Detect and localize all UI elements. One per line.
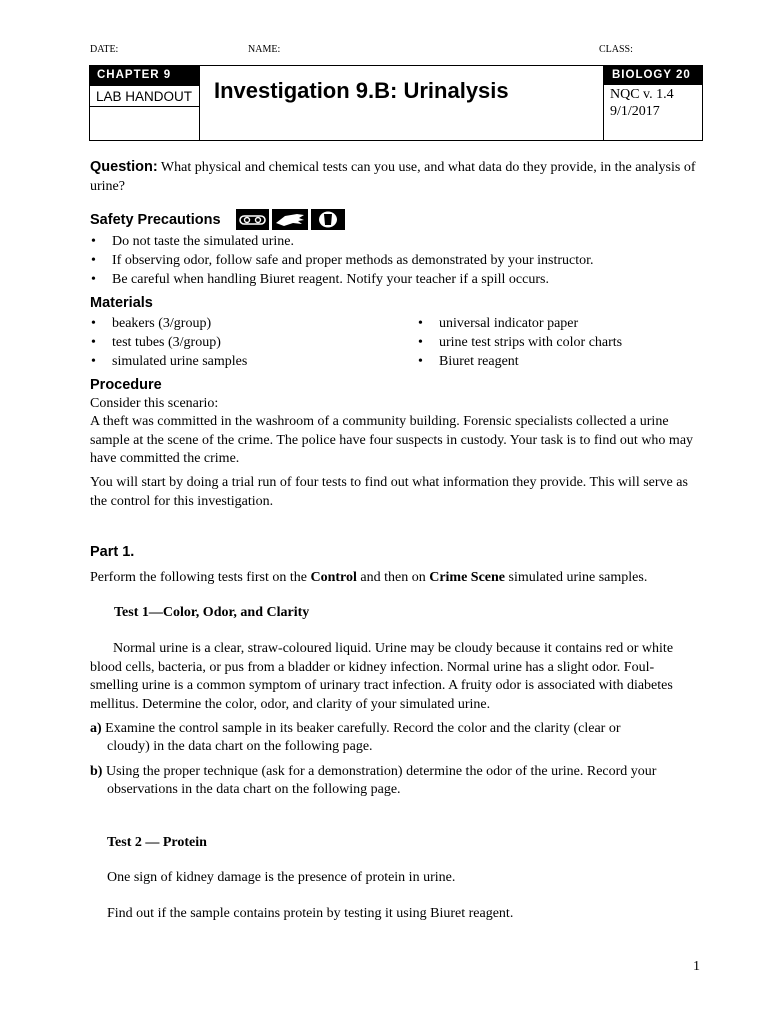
test2-line2: Find out if the sample contains protein by testing it using Biuret reagent. [107,906,514,921]
step-a [90,720,702,756]
list-item: • urine test strips with color charts [417,333,702,352]
divider [199,66,200,140]
step-b [90,763,702,799]
list-item: • Biuret reagent [417,352,702,371]
question-paragraph [90,158,702,196]
page-title: Investigation 9.B: Urinalysis [214,78,509,103]
question-label: Question: [90,159,158,175]
question-text: What physical and chemical tests can you use, and what data do they provide, in the analysis of urine? [90,160,696,194]
page-number: 1 [693,959,700,974]
step-b-label: b) [90,764,103,779]
instruction-text: simulated urine samples. [505,570,648,585]
safety-heading: Safety Precautions [90,212,221,228]
gloves-icon [272,209,308,230]
instruction-text: and then on [356,570,430,585]
materials-list-left [90,314,410,371]
materials-list-right [417,314,702,371]
apron-icon [311,209,345,230]
part1-instructions [90,569,702,588]
scenario-paragraph: A theft was committed in the washroom of a community building. Forensic specialists collected a urine sample at the scene of the crime. The police have four suspects in custody. Your task is to find out who may have committed the crime. [90,414,694,466]
test1-heading: Test 1—Color, Odor, and Clarity [114,605,310,620]
step-a-label: a) [90,721,102,736]
safety-list [90,232,702,289]
test2-line1: One sign of kidney damage is the presence of protein in urine. [107,870,456,885]
step-a-continuation: cloudy) in the data chart on the following page. [107,739,373,754]
date-label: DATE: [90,44,119,55]
crime-scene-emphasis: Crime Scene [429,570,506,585]
materials-heading: Materials [90,295,153,311]
test1-paragraph: Normal urine is a clear, straw-coloured liquid. Urine may be cloudy because it contains red or white blood cells, bacteria, or pus from a bladder or kidney infection. Normal urine has a slight odor. Foul-smelling urine is a common symptom of urinary tract infection. A fruity odor is associated with diabetes mellitus. Determine the color, odor, and clarity of your simulated urine. [90,641,674,712]
step-b-text: Using the proper technique (ask for a demonstration) determine the odor of the urine. Record your [102,764,657,779]
header-box [89,65,703,141]
version-text: NQC v. 1.4 [610,87,674,102]
list-item: • beakers (3/group) [90,314,410,333]
step-a-text: Examine the control sample in its beaker carefully. Record the color and the clarity (clear or [101,721,621,736]
list-item: • test tubes (3/group) [90,333,410,352]
procedure-heading: Procedure [90,377,162,393]
procedure-intro: Consider this scenario: [90,396,219,411]
list-item: • universal indicator paper [417,314,702,333]
step-b-continuation: observations in the data chart on the following page. [107,782,401,797]
goggles-icon [236,209,269,230]
list-item: • simulated urine samples [90,352,410,371]
part1-heading: Part 1. [90,544,135,560]
class-label: CLASS: [599,44,633,55]
chapter-badge: CHAPTER 9 [90,66,199,85]
list-item: • If observing odor, follow safe and proper methods as demonstrated by your instructor. [90,251,702,270]
lab-handout-label: LAB HANDOUT [90,85,199,107]
course-badge: BIOLOGY 20 [604,66,702,85]
control-emphasis: Control [310,570,357,585]
version-date: 9/1/2017 [610,104,660,119]
version-info [610,86,674,120]
test2-heading: Test 2 — Protein [107,835,207,850]
name-label: NAME: [248,44,281,55]
list-item: • Be careful when handling Biuret reagent. Notify your teacher if a spill occurs. [90,270,702,289]
list-item: • Do not taste the simulated urine. [90,232,702,251]
control-paragraph: You will start by doing a trial run of four tests to find out what information they provide. This will serve as the control for this investigation. [90,475,688,509]
instruction-text: Perform the following tests first on the [90,570,311,585]
